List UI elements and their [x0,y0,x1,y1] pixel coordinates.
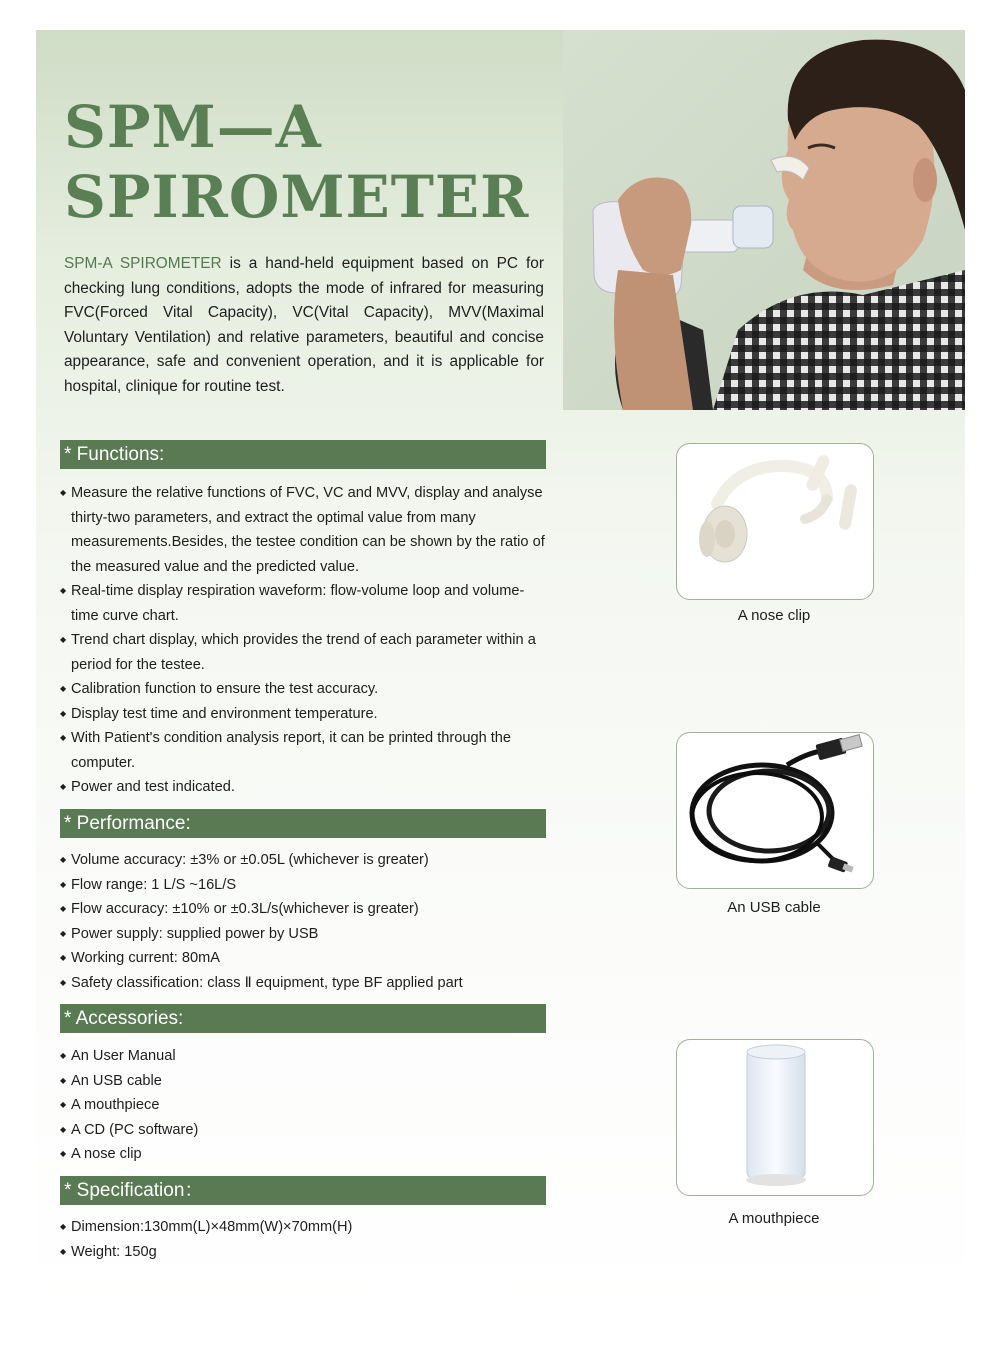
list-item: ◆ Weight: 150g [60,1240,548,1265]
title-product: SPIROMETER [64,163,530,231]
list-item: ◆ Safety classification: class Ⅱ equipment, type BF applied part [60,971,548,996]
list-item: ◆ Display test time and environment temperature. [60,702,548,727]
section-header-performance: * Performance: [60,809,546,838]
specification-list [60,1215,548,1264]
accessories-list [60,1044,548,1167]
list-item: ◆ Real-time display respiration waveform: flow-volume loop and volume-time curve chart. [60,579,548,628]
usb-cable-caption: An USB cable [727,899,821,916]
nose-clip-image [676,443,874,600]
list-item: ◆ Working current: 80mA [60,946,548,971]
list-item: ◆ Volume accuracy: ±3% or ±0.05L (whichever is greater) [60,848,548,873]
list-item: ◆ With Patient's condition analysis report, it can be printed through the computer. [60,726,548,775]
list-item: ◆ An USB cable [60,1069,548,1094]
list-item: ◆ Dimension:130mm(L)×48mm(W)×70mm(H) [60,1215,548,1240]
section-header-accessories: * Accessories: [60,1004,546,1033]
mouthpiece-image [676,1039,874,1196]
list-item: ◆ Power and test indicated. [60,775,548,800]
intro-highlight: SPM-A SPIROMETER [64,255,222,272]
list-item: ◆ Measure the relative functions of FVC, VC and MVV, display and analyse thirty-two parameters, and extract the optimal value from many measurements.Besides, the testee condition can be shown by the ratio of the measured value and the predicted value. [60,481,548,579]
list-item: ◆ Calibration function to ensure the test accuracy. [60,677,548,702]
list-item: ◆ Trend chart display, which provides the trend of each parameter within a period for the testee. [60,628,548,677]
list-item: ◆ Flow accuracy: ±10% or ±0.3L/s(whichever is greater) [60,897,548,922]
list-item: ◆ A CD (PC software) [60,1118,548,1143]
section-header-functions: * Functions: [60,440,546,469]
list-item: ◆ Power supply: supplied power by USB [60,922,548,947]
performance-list [60,848,548,995]
title-model: SPM—A [64,93,322,161]
section-header-specification: * Specification： [60,1176,546,1205]
functions-list [60,481,548,800]
product-photo [563,30,965,410]
mouthpiece-caption: A mouthpiece [728,1210,820,1227]
nose-clip-caption: A nose clip [737,607,811,624]
list-item: ◆ A nose clip [60,1142,548,1167]
intro-text: is a hand-held equipment based on PC for checking lung conditions, adopts the mode of infrared for measuring FVC(Forced Vital Capacity), VC(Vital Capacity), MVV(Maximal Voluntary Ventilation) and relative parameters, beautiful and concise appearance, safe and convenient operation, and it is applicable for hospital, clinique for routine test. [64,255,544,395]
list-item: ◆ Flow range: 1 L/S ~16L/S [60,873,548,898]
brochure-page [36,30,965,1318]
usb-cable-image [676,732,874,889]
intro-paragraph [64,252,544,399]
list-item: ◆ An User Manual [60,1044,548,1069]
list-item: ◆ A mouthpiece [60,1093,548,1118]
